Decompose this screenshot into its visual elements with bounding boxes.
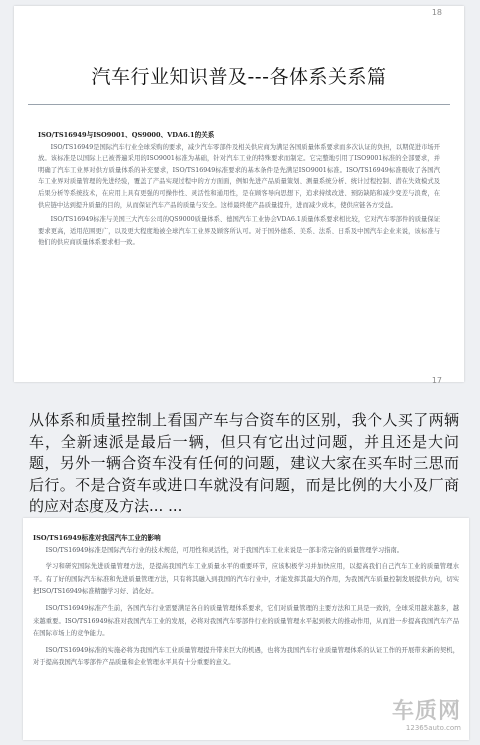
author-comment: 从体系和质量控制上看国产车与合资车的区别，我个人买了两辆车，全新速派是最后一辆，但只有它出过问题，并且还是大问题，另外一辆合资车没有任何的问题，建议大家在买车时三思而后行。不是合资车或进口车就没有问题，而是比例的大小及厂商的应对态度及方法... ...	[29, 411, 459, 516]
excerpt-paragraph: ISO/TS16949是国际汽车行业全球采购的要求，减少汽车零部件及相关供应商为满足各国质量体系要求而多次认证的负担，以期促进市场开放。该标准是以国际上已被普遍采用的ISO9001标准为基础，针对汽车工业的特殊要求而制定。它完整地引用了ISO9001标准的全部要求，并明确了汽车工业界对供方质量体系的补充要求，ISO/TS16949标准要求的基本条件是先满足ISO9001标准。ISO/TS16949标准吸收了各国汽车工业界对质量管理的先进经验，覆盖了产品实现过程中的方方面面，例如先进产品质量策划、测量系统分析、统计过程控制、潜在失效模式及后果分析等系统技术，在应用上具有更强的可操作性、灵活性和通用性，是在顾客导向思想下，追求持续改进、预防缺陷和减少变差与浪费，在供应链中达到提升质量的目的，从而保证汽车产品的质量与安全。这样最终使产品质量提升，进而减少成本，使供应链各方受益。	[38, 143, 440, 209]
photo-paragraph: 学习和研究国际先进质量管理方法，是提高我国汽车工业质量水平的重要环节，应该积极学习并加快应用，以提高我们自己汽车工业的质量管理水平。有了好的国际汽车标准和先进质量管理方法，只有将其融入到我国的汽车行业中，才能发挥其最大的作用，为我国汽车质量控制发展提供方向，切实把ISO/TS16949标准精髓学习好、消化好。	[33, 563, 459, 596]
photo-paragraph: ISO/TS16949标准产生前，各国汽车行业需要满足各自的质量管理体系要求，它们对质量管理的主要方法和工具是一致的，全球采用越来越多，越来越重要。ISO/TS16949标准对我国汽车工业的发展，必将对我国汽车零部件行业的质量管理水平起到极大的推动作用，从而进一步提高我国汽车产品在国际市场上的竞争能力。	[33, 604, 459, 638]
slide-title: 汽车行业知识普及---各体系关系篇	[91, 66, 387, 88]
photo-text	[33, 532, 459, 670]
page-number-top: 18	[431, 8, 442, 17]
photo-paragraph: ISO/TS16949标准的实施必将为我国汽车工业质量管理提升带来巨大的机遇，也将为我国汽车行业质量管理体系的认证工作的开展带来新的契机，对于提高我国汽车零部件产品质量和企业管理水平具有十分重要的意义。	[33, 646, 459, 667]
document-photo	[23, 518, 469, 740]
watermark-url: 12365auto.com	[405, 724, 461, 732]
watermark-brand: 车质网	[391, 699, 461, 724]
excerpt-heading: ISO/TS16949与ISO9001、QS9000、VDA6.1的关系	[38, 131, 215, 139]
standard-excerpt	[38, 130, 440, 298]
page-number-bottom: 17	[431, 376, 442, 385]
excerpt-paragraph: ISO/TS16949标准与美国三大汽车公司的QS9000质量体系、德国汽车工业协会VDA6.1质量体系要求相比较，它对汽车零部件的质量保证要求更高，适用范围更广，以及更大程度地被全球汽车工业界及顾客所认可。对于国外德系、美系、法系、日系及中国汽车企业来说，该标准与他们的供应商质量体系要求相一致。	[38, 216, 440, 247]
slide-card	[14, 6, 464, 385]
watermark-logo	[365, 700, 461, 734]
title-divider	[28, 104, 450, 105]
photo-paragraph: ISO/TS16949标准是国际汽车行业的技术规范，可用性和灵活性，对于我国汽车工业来说是一部非常完备的质量管理学习指南。	[45, 546, 404, 554]
photo-heading: ISO/TS16949标准对我国汽车工业的影响	[33, 534, 161, 542]
